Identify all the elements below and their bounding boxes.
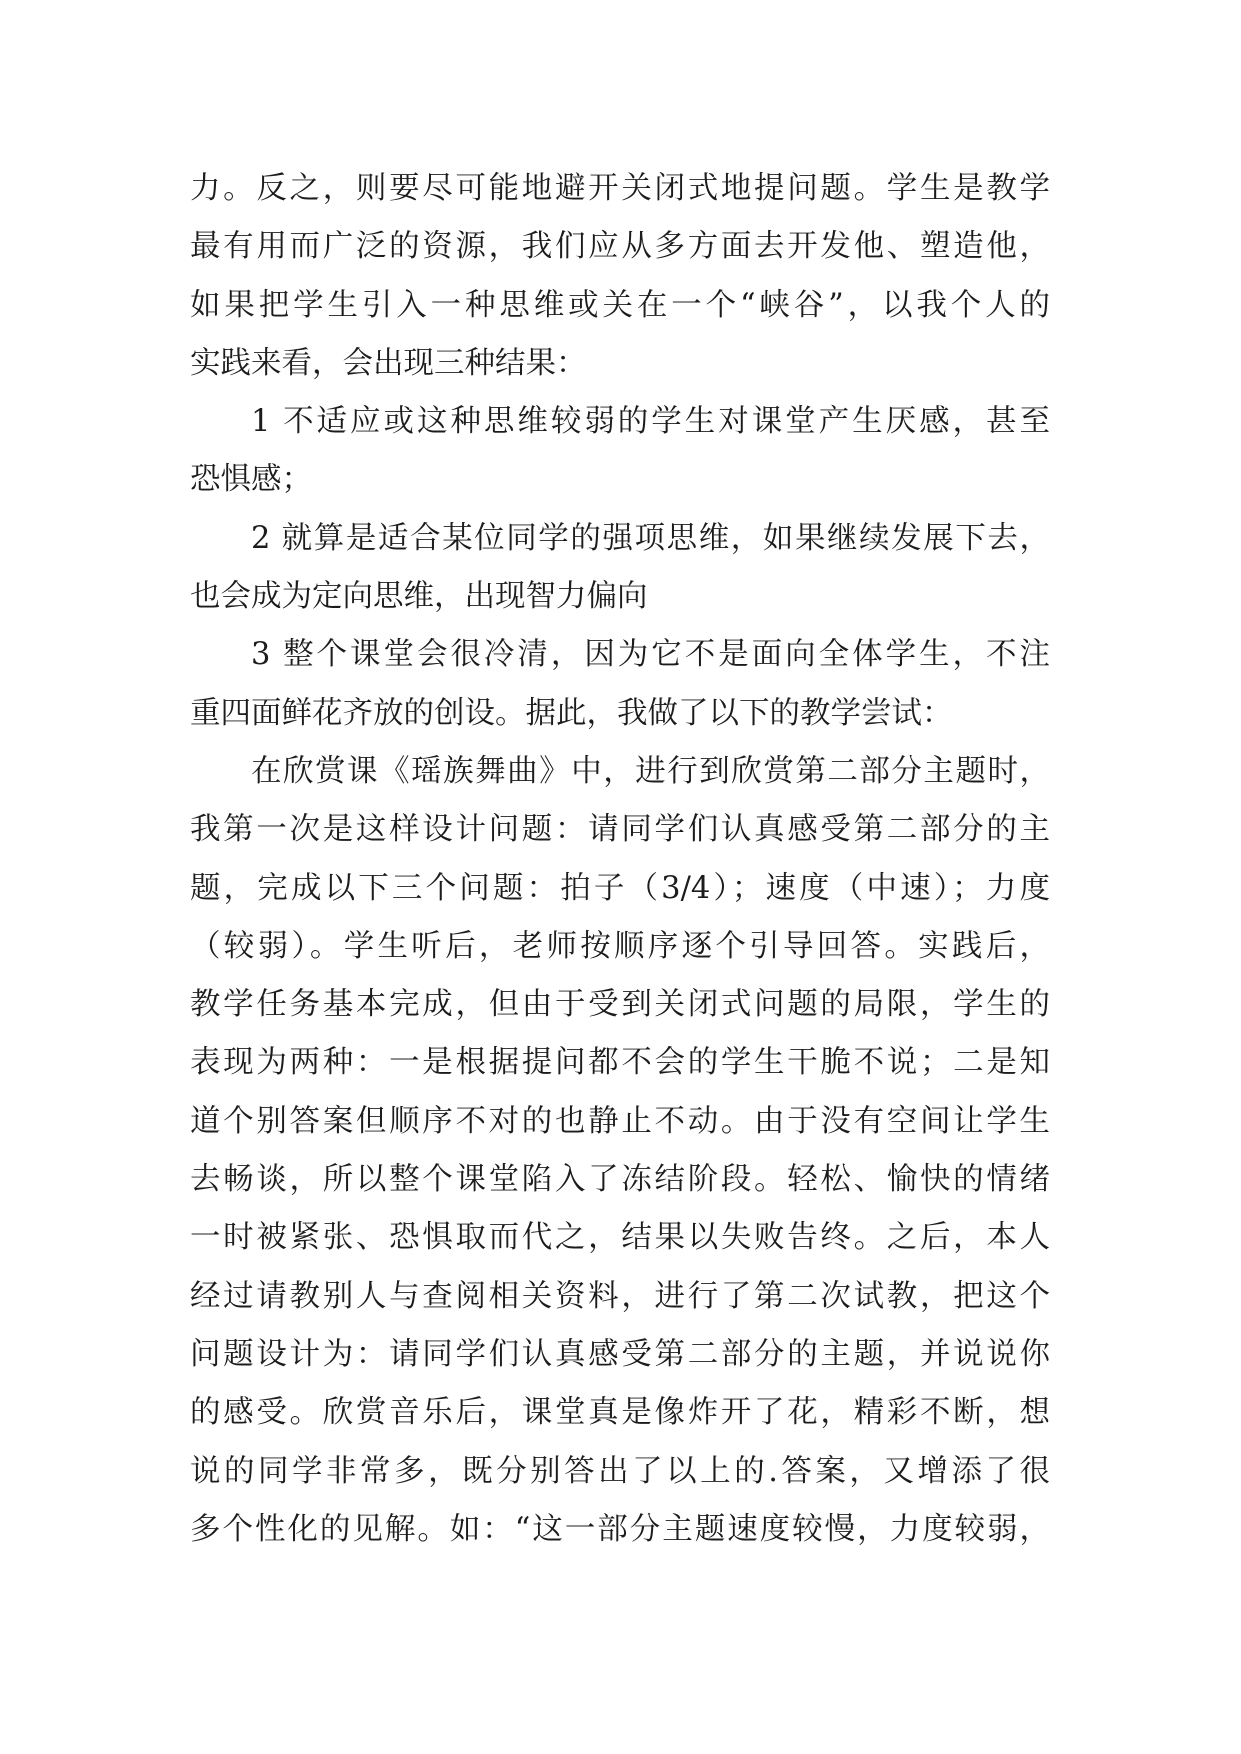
text-line: 恐惧感； [190,462,312,498]
text-line: 最有用而广泛的资源，我们应从多方面去开发他、塑造他， [190,229,1050,265]
text-line: 多个性化的见解。如：“这一部分主题速度较慢，力度较弱， [190,1511,1050,1547]
text-line: 表现为两种：一是根据提问都不会的学生干脆不说；二是知 [190,1045,1050,1081]
text-line: 去畅谈，所以整个课堂陷入了冻结阶段。轻松、愉快的情绪 [190,1162,1050,1198]
text-line: 题，完成以下三个问题：拍子（3/4）；速度（中速）；力度 [190,870,1050,906]
text-line: 教学任务基本完成，但由于受到关闭式问题的局限，学生的 [190,987,1050,1023]
list-item-2-line: 2 就算是适合某位同学的强项思维，如果继续发展下去， [251,520,1050,556]
text-line: 如果把学生引入一种思维或关在一个“峡谷”，以我个人的 [190,287,1050,323]
text-line: 也会成为定向思维，出现智力偏向 [190,579,648,615]
text-line: 道个别答案但顺序不对的也静止不动。由于没有空间让学生 [190,1103,1050,1139]
list-item-1-line: 1 不适应或这种思维较弱的学生对课堂产生厌感，甚至 [251,404,1050,440]
text-line: （较弱）。学生听后，老师按顺序逐个引导回答。实践后， [190,928,1050,964]
text-line: 问题设计为：请同学们认真感受第二部分的主题，并说说你 [190,1336,1050,1372]
text-line: 经过请教别人与查阅相关资料，进行了第二次试教，把这个 [190,1278,1050,1314]
body-text [190,160,1050,1559]
text-line: 重四面鲜花齐放的创设。据此，我做了以下的教学尝试： [190,695,953,731]
text-line: 的感受。欣赏音乐后，课堂真是像炸开了花，精彩不断，想 [190,1395,1050,1431]
text-line: 我第一次是这样设计问题：请同学们认真感受第二部分的主 [190,812,1050,848]
text-line: 说的同学非常多，既分别答出了以上的.答案，又增添了很 [190,1453,1050,1489]
text-line: 实践来看，会出现三种结果： [190,345,587,381]
list-item-3-line: 3 整个课堂会很冷清，因为它不是面向全体学生，不注 [251,637,1050,673]
paragraph-start-line: 在欣赏课《瑶族舞曲》中，进行到欣赏第二部分主题时， [251,753,1050,789]
text-line: 力。反之，则要尽可能地避开关闭式地提问题。学生是教学 [190,171,1050,206]
text-line: 一时被紧张、恐惧取而代之，结果以失败告终。之后，本人 [190,1220,1050,1256]
